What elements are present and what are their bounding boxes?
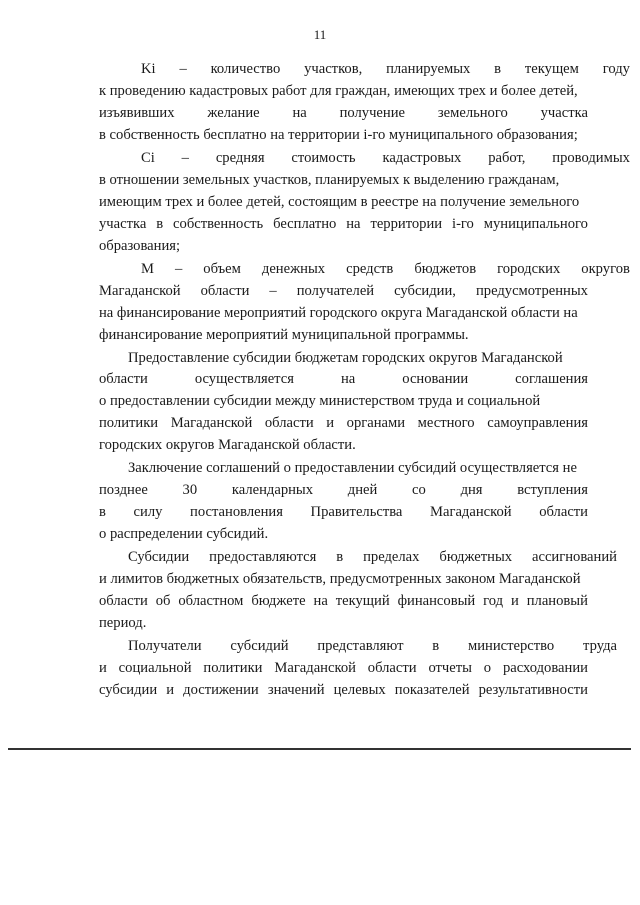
- word: –: [174, 261, 183, 277]
- text-line: финансирование мероприятий муниципальной программы.: [99, 327, 469, 343]
- word: территории: [370, 216, 443, 232]
- word: области: [539, 504, 588, 520]
- word: М: [141, 261, 154, 277]
- word: со: [412, 482, 426, 498]
- word: областном: [178, 593, 244, 609]
- word: год: [483, 593, 504, 609]
- word: собственность: [173, 216, 264, 232]
- word: стоимость: [291, 150, 356, 166]
- word: отчеты: [428, 660, 472, 676]
- text-line: [99, 214, 588, 234]
- text-line: [99, 591, 588, 611]
- word: получение: [339, 105, 406, 121]
- word: министерство: [467, 638, 555, 654]
- text-line: [99, 369, 588, 389]
- word: бюджетных: [439, 549, 513, 565]
- word: Субсидии: [128, 549, 190, 565]
- word: желание: [207, 105, 260, 121]
- word: субсидий: [230, 638, 289, 654]
- word: на: [313, 593, 328, 609]
- word: предоставляются: [209, 549, 317, 565]
- word: значений: [267, 682, 325, 698]
- word: местного: [417, 415, 475, 431]
- word: результативности: [478, 682, 588, 698]
- text-line: период.: [99, 615, 147, 631]
- word: участков,: [304, 61, 363, 77]
- word: муниципального: [483, 216, 588, 232]
- word: планируемых: [386, 61, 471, 77]
- word: участка: [540, 105, 588, 121]
- word: в: [494, 61, 502, 77]
- text-line: [99, 103, 588, 123]
- word: труда: [583, 638, 617, 654]
- word: и: [326, 415, 335, 431]
- word: объем: [203, 261, 241, 277]
- word: области: [99, 593, 148, 609]
- text-line: [99, 59, 630, 79]
- word: соглашения: [515, 371, 588, 387]
- word: текущий: [335, 593, 390, 609]
- word: силу: [133, 504, 163, 520]
- word: получателей: [296, 283, 375, 299]
- word: показателей: [394, 682, 470, 698]
- word: количество: [210, 61, 281, 77]
- word: кадастровых: [382, 150, 462, 166]
- word: –: [179, 61, 187, 77]
- word: политики: [99, 415, 159, 431]
- text-line: [99, 148, 630, 168]
- text-line: [99, 547, 617, 567]
- page-number: 11: [313, 27, 327, 42]
- text-line: [99, 413, 588, 433]
- text-line: в отношении земельных участков, планируемых к выделению гражданам,: [99, 172, 560, 188]
- text-line: образования;: [99, 238, 181, 254]
- word: области: [367, 660, 417, 676]
- word: ассигнований: [532, 549, 617, 565]
- word: земельного: [437, 105, 508, 121]
- word: календарных: [231, 482, 314, 498]
- word: представляют: [317, 638, 404, 654]
- word: достижении: [183, 682, 259, 698]
- text-line: Заключение соглашений о предоставлении субсидий осуществляется не: [128, 460, 577, 476]
- word: области: [99, 371, 148, 387]
- text-line: о распределении субсидий.: [99, 526, 269, 542]
- word: Правительства: [310, 504, 403, 520]
- word: пределах: [363, 549, 420, 565]
- word: бюджете: [251, 593, 306, 609]
- word: средняя: [215, 150, 265, 166]
- word: Магаданской: [430, 504, 512, 520]
- word: Ci: [141, 150, 155, 166]
- word: вступления: [517, 482, 588, 498]
- word: изъявивших: [99, 105, 175, 121]
- word: Магаданской: [170, 415, 253, 431]
- text-line: и лимитов бюджетных обязательств, предусмотренных законом Магаданской: [99, 571, 581, 587]
- text-line: [99, 658, 588, 678]
- word: на: [340, 371, 356, 387]
- text-line: [99, 259, 630, 279]
- word: работ,: [488, 150, 526, 166]
- word: дня: [460, 482, 483, 498]
- text-line: городских округов Магаданской области.: [99, 437, 356, 453]
- word: основании: [402, 371, 469, 387]
- word: субсидии,: [394, 283, 456, 299]
- word: субсидии: [99, 682, 158, 698]
- word: Магаданской: [274, 660, 356, 676]
- word: текущем: [524, 61, 579, 77]
- text-line: Предоставление субсидии бюджетам городских округов Магаданской: [128, 350, 563, 366]
- text-line: [99, 680, 588, 700]
- word: году: [602, 61, 630, 77]
- word: –: [269, 283, 277, 299]
- word: и: [511, 593, 519, 609]
- word: области: [200, 283, 250, 299]
- word: Магаданской: [99, 283, 181, 299]
- word: дней: [347, 482, 378, 498]
- word: области: [264, 415, 314, 431]
- word: в: [336, 549, 344, 565]
- word: финансовый: [397, 593, 476, 609]
- word: расходовании: [502, 660, 588, 676]
- text-line: к проведению кадастровых работ для граждан, имеющих трех и более детей,: [99, 83, 578, 99]
- word: и: [166, 682, 175, 698]
- word: осуществляется: [194, 371, 294, 387]
- text-line: [99, 636, 617, 656]
- text-line: в собственность бесплатно на территории i-го муниципального образования;: [99, 127, 578, 143]
- word: социальной: [118, 660, 192, 676]
- word: плановый: [526, 593, 588, 609]
- word: Получатели: [128, 638, 202, 654]
- word: средств: [346, 261, 394, 277]
- word: на: [346, 216, 361, 232]
- word: постановления: [190, 504, 283, 520]
- word: на: [292, 105, 307, 121]
- word: предусмотренных: [475, 283, 588, 299]
- word: и: [99, 660, 107, 676]
- word: в: [156, 216, 164, 232]
- text-line: [99, 281, 588, 301]
- word: –: [181, 150, 189, 166]
- word: Ki: [141, 61, 156, 77]
- word: округов: [581, 261, 630, 277]
- word: бюджетов: [414, 261, 477, 277]
- word: в: [99, 504, 106, 520]
- word: бесплатно: [273, 216, 337, 232]
- word: проводимых: [552, 150, 630, 166]
- word: денежных: [261, 261, 326, 277]
- word: i-го: [452, 216, 474, 232]
- text-line: о предоставлении субсидии между министерством труда и социальной: [99, 393, 541, 409]
- word: органами: [346, 415, 406, 431]
- word: самоуправления: [487, 415, 588, 431]
- word: в: [432, 638, 440, 654]
- word: целевых: [333, 682, 386, 698]
- word: политики: [203, 660, 263, 676]
- word: участка: [99, 216, 147, 232]
- text-line: [99, 502, 588, 522]
- text-line: [99, 480, 588, 500]
- word: о: [483, 660, 492, 676]
- word: позднее: [99, 482, 148, 498]
- text-line: имеющим трех и более детей, состоящим в реестре на получение земельного: [99, 194, 580, 210]
- footer-divider: [8, 748, 631, 750]
- text-line: на финансирование мероприятий городского округа Магаданской области на: [99, 305, 578, 321]
- word: 30: [182, 482, 198, 498]
- word: об: [155, 593, 171, 609]
- word: городских: [497, 261, 561, 277]
